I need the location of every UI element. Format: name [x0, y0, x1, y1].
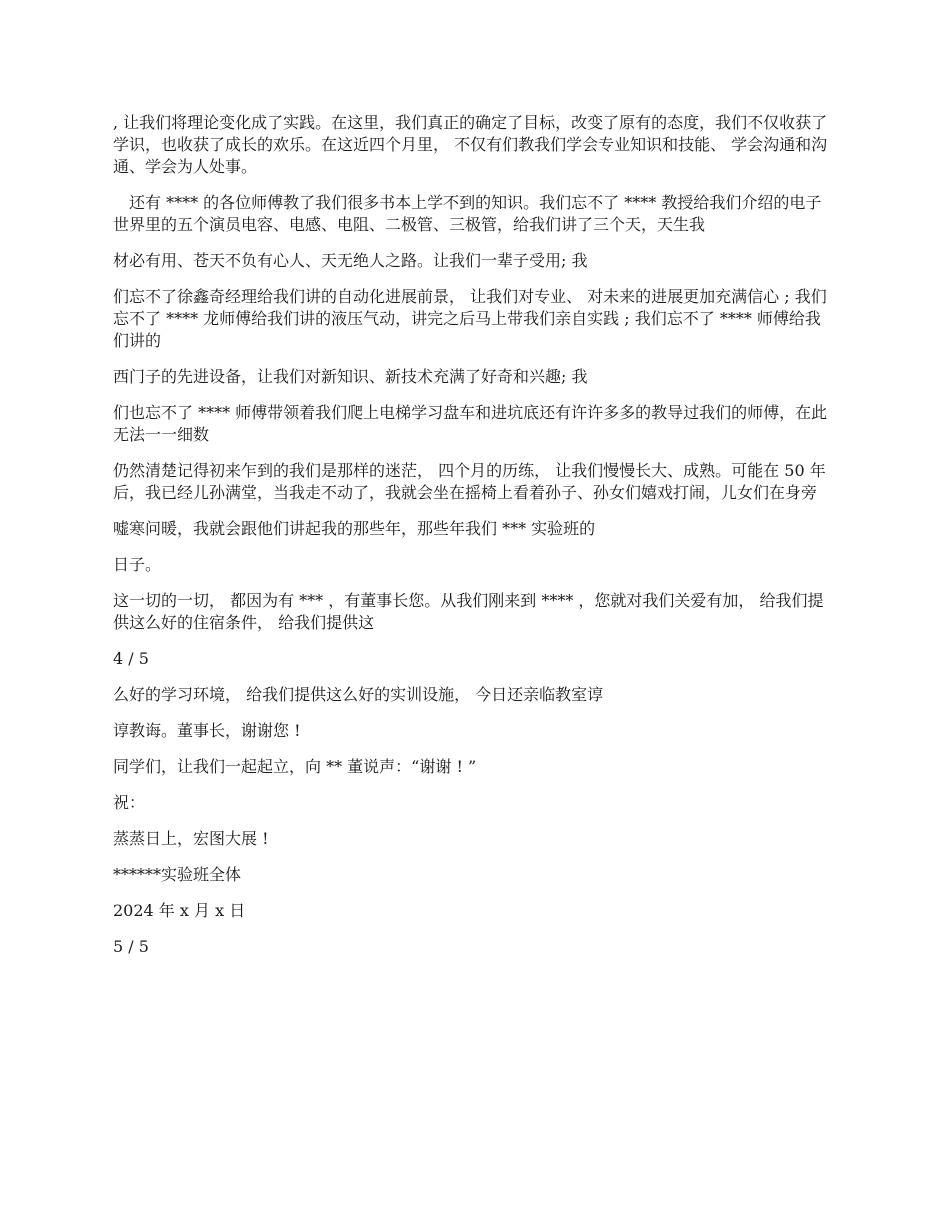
paragraph-chairman: 这一切的一切， 都因为有 *** ，有董事长您。从我们刚来到 **** ，您就对我们关爱有加， 给我们提供这么好的住宿条件， 给我们提供这	[113, 591, 824, 632]
paragraph-memories: 仍然清楚记得初来乍到的我们是那样的迷茫， 四个月的历练， 让我们慢慢长大、成熟。可能在 50 年后，我已经儿孙满堂，当我走不动了，我就会坐在摇椅上看着孙子、孙女们嬉戏打闹，儿女们在身旁	[113, 461, 826, 502]
paragraph-practice: , 让我们将理论变化成了实践。在这里，我们真正的确定了目标，改变了原有的态度，我们不仅收获了学识，也收获了成长的欢乐。在这近四个月里， 不仅有们教我们学会专业知识和技能、 学会沟通和沟通、学会为人处事。	[113, 113, 828, 176]
paragraph-elevator: 们也忘不了 **** 师傅带领着我们爬上电梯学习盘车和进坑底还有许许多多的教导过我们的师傅，在此无法一一细数	[113, 403, 828, 444]
page-number-4: 4 / 5	[113, 649, 149, 668]
paragraph-wish: 蒸蒸日上，宏图大展 !	[113, 829, 269, 848]
paragraph-masters: 还有 **** 的各位师傅教了我们很多书本上学不到的知识。我们忘不了 **** 教授给我们介绍的电子世界里的五个演员电容、电感、电阻、二极管、三极管，给我们讲了三个天，天生我	[113, 193, 822, 234]
document-page	[113, 112, 833, 972]
signature-class: ******实验班全体	[113, 865, 242, 884]
paragraph-days: 日子。	[113, 555, 162, 574]
paragraph-siemens: 西门子的先进设备，让我们对新知识、新技术充满了好奇和兴趣; 我	[113, 367, 588, 386]
signature-date: 2024 年 x 月 x 日	[113, 901, 246, 920]
paragraph-thanks-chairman: 谆教诲。董事长，谢谢您 !	[113, 721, 301, 740]
paragraph-cannot-forget: 们忘不了徐鑫奇经理给我们讲的自动化进展前景， 让我们对专业、 对未来的进展更加充满信心 ; 我们忘不了 **** 龙师傅给我们讲的液压气动，讲完之后马上带我们亲自实践 ; 我们忘不了 **** 师傅给我们讲的	[113, 287, 827, 350]
paragraph-lifetime-benefit: 材必有用、苍天不负有心人、天无绝人之路。让我们一辈子受用; 我	[113, 251, 588, 270]
paragraph-those-years: 嘘寒问暖，我就会跟他们讲起我的那些年，那些年我们 *** 实验班的	[113, 519, 596, 538]
paragraph-wish-label: 祝：	[113, 793, 146, 812]
page-number-5: 5 / 5	[113, 937, 149, 956]
paragraph-environment: 么好的学习环境， 给我们提供这么好的实训设施， 今日还亲临教室谆	[113, 685, 604, 704]
paragraph-stand-up: 同学们，让我们一起起立，向 ** 董说声：“谢谢 ! ”	[113, 757, 477, 776]
